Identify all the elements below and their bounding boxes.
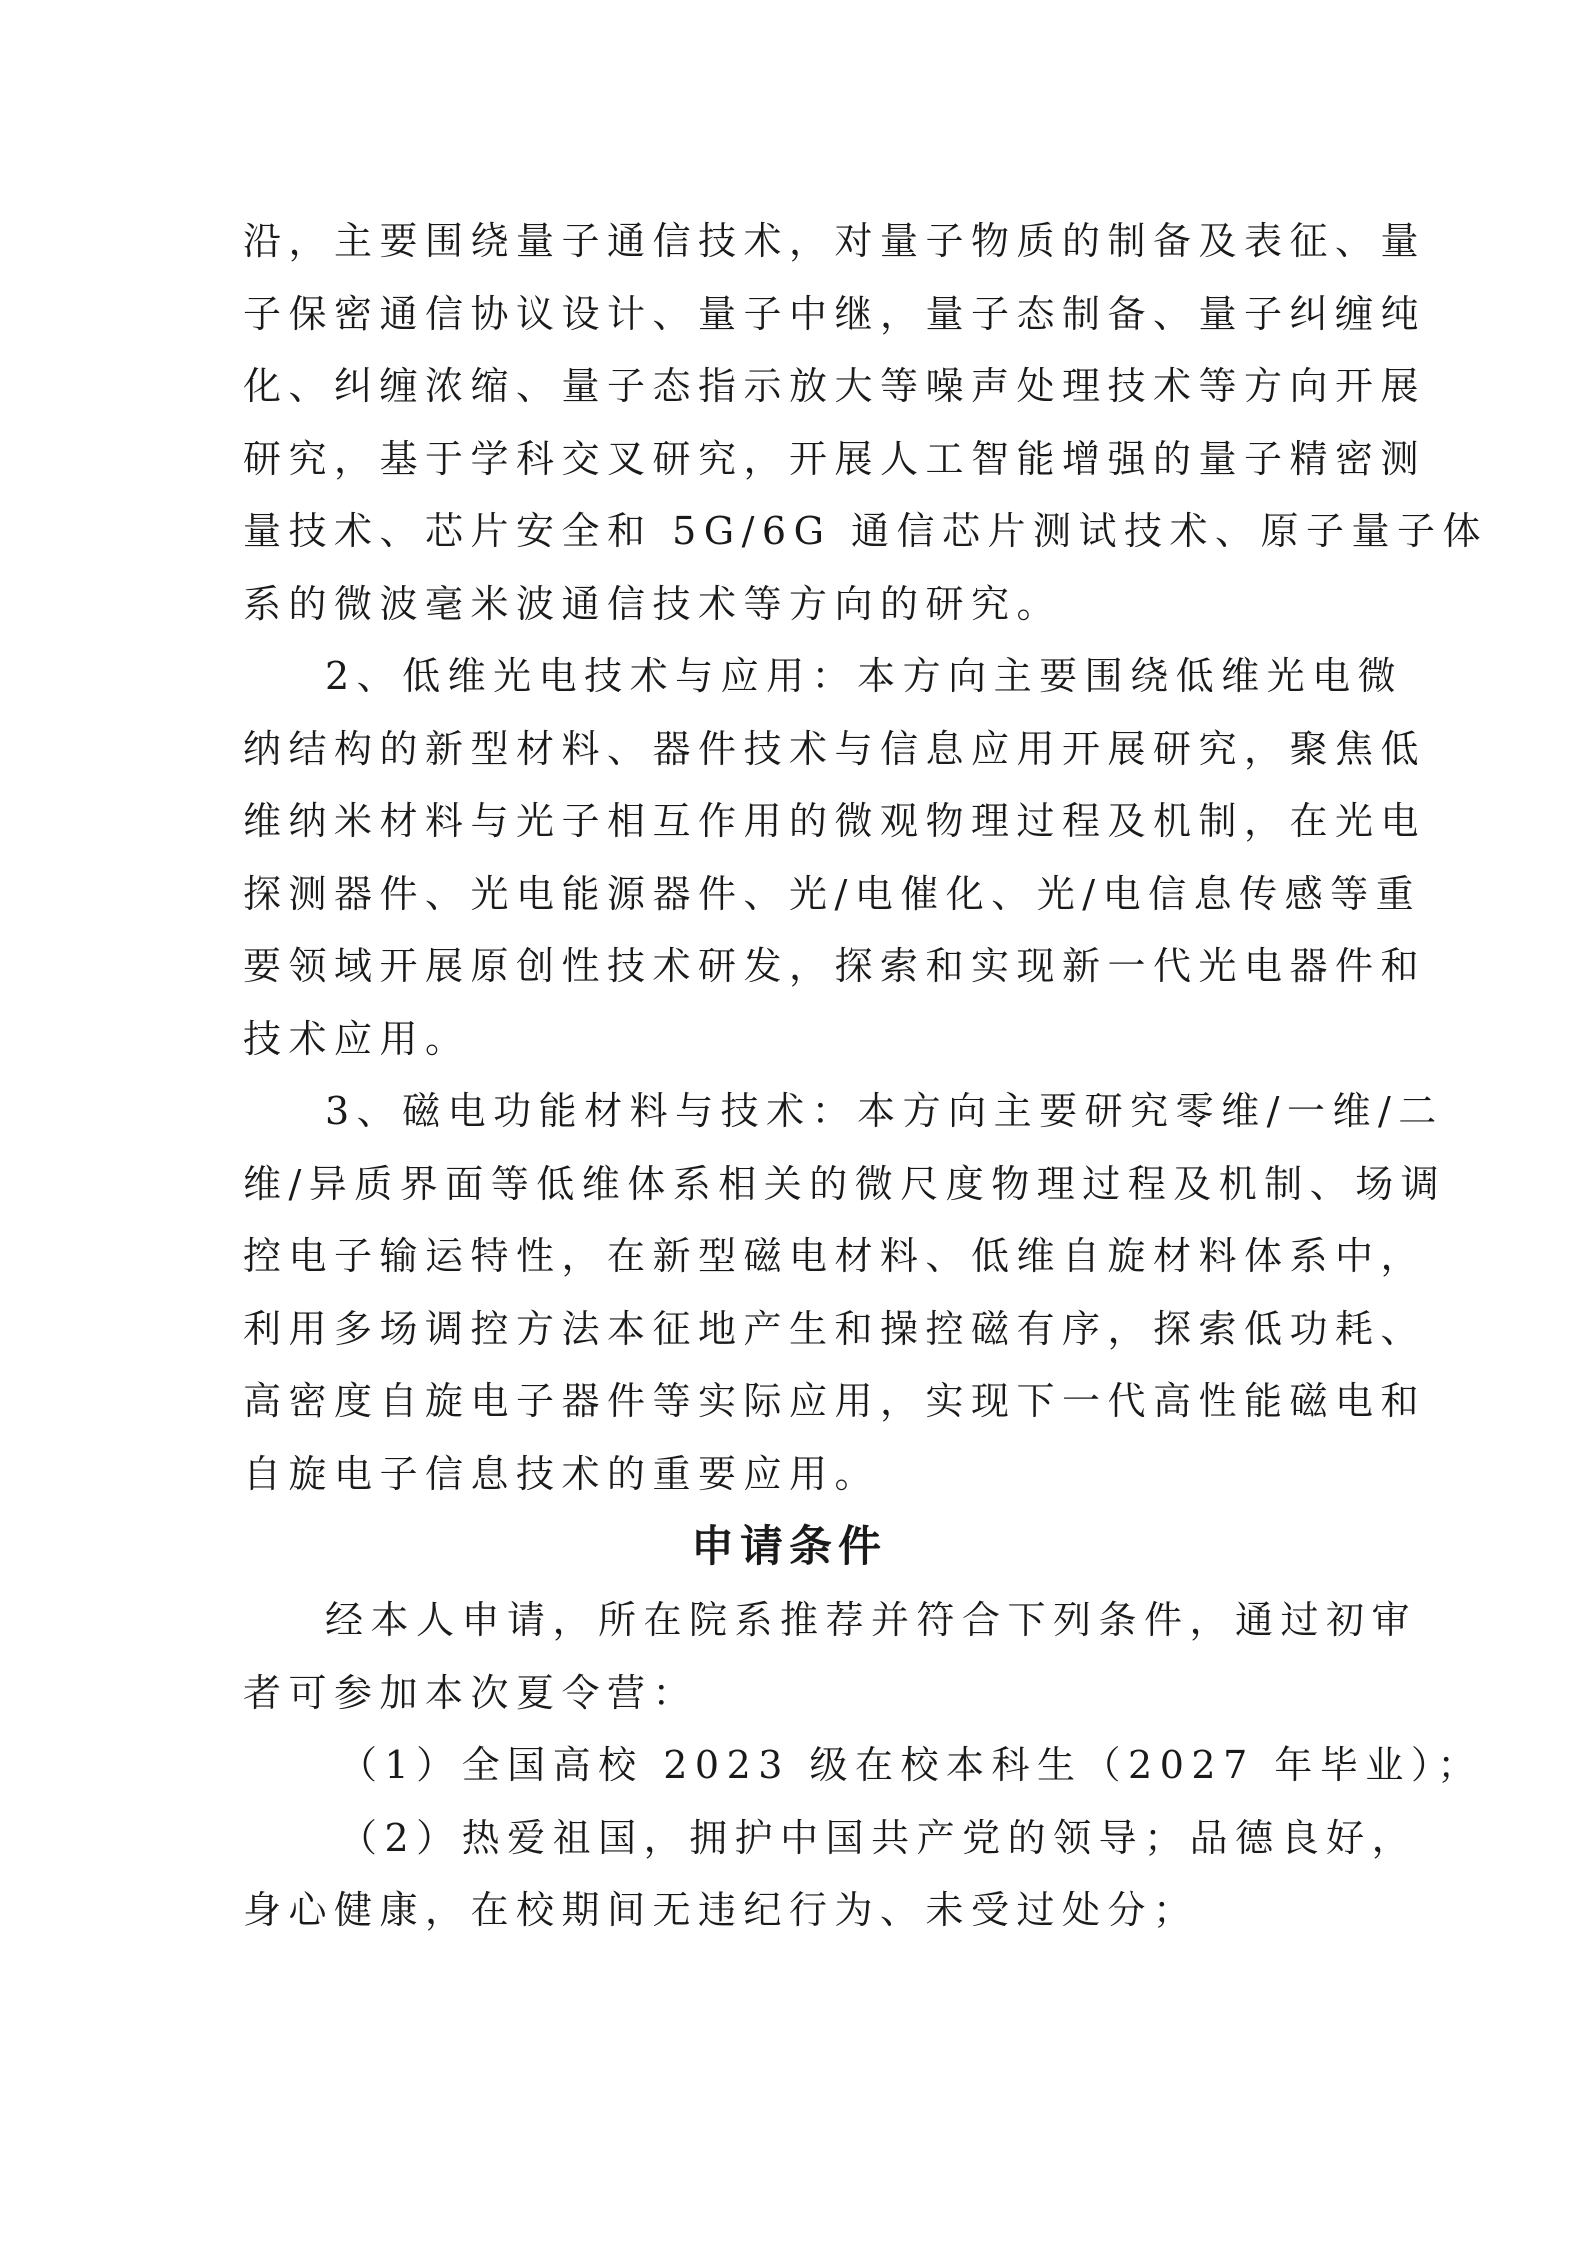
paragraph-line: 者可参加本次夏令营： — [243, 1670, 699, 1715]
paragraph-line: 控电子输运特性，在新型磁电材料、低维自旋材料体系中， — [243, 1234, 1427, 1278]
paragraph-line: 纳结构的新型材料、器件技术与信息应用开展研究，聚焦低 — [243, 726, 1427, 771]
paragraph-line: 系的微波毫米波通信技术等方向的研究。 — [243, 581, 1063, 626]
paragraph-low-dimensional-optoelectronics — [243, 640, 1427, 1075]
paragraph-line: 经本人申请，所在院系推荐并符合下列条件，通过初审 — [325, 1598, 1418, 1642]
paragraph-line: 要领域开展原创性技术研发，探索和实现新一代光电器件和 — [243, 944, 1427, 988]
paragraph-line: 自旋电子信息技术的重要应用。 — [243, 1451, 881, 1496]
paragraph-line: 维纳米材料与光子相互作用的微观物理过程及机制，在光电 — [243, 799, 1427, 843]
paragraph-quantum-communication — [243, 205, 1489, 640]
paragraph-line: 化、纠缠浓缩、量子态指示放大等噪声处理技术等方向开展 — [243, 364, 1427, 408]
paragraph-line: 技术应用。 — [243, 1016, 471, 1061]
paragraph-line: 维/异质界面等低维体系相关的微尺度物理过程及机制、场调 — [243, 1161, 1447, 1206]
paragraph-line: 量技术、芯片安全和 5G/6G 通信芯片测试技术、原子量子体 — [243, 509, 1489, 553]
paragraph-application-intro — [243, 1584, 1418, 1729]
paragraph-line: 研究，基于学科交叉研究，开展人工智能增强的量子精密测 — [243, 436, 1427, 481]
condition-item-1: （1）全国高校 2023 级在校本科生（2027 年毕业）； — [339, 1743, 1483, 1787]
paragraph-line: 3、磁电功能材料与技术：本方向主要研究零维/一维/二 — [325, 1089, 1444, 1133]
paragraph-line: 子保密通信协议设计、量子中继，量子态制备、量子纠缠纯 — [243, 291, 1427, 336]
condition-item-2-continuation: 身心健康，在校期间无违纪行为、未受过处分； — [243, 1888, 1199, 1932]
paragraph-line: 高密度自旋电子器件等实际应用，实现下一代高性能磁电和 — [243, 1379, 1427, 1423]
section-heading-application-conditions: 申请条件 — [691, 1522, 887, 1572]
conditions-list — [243, 1729, 1483, 1947]
paragraph-line: 探测器件、光电能源器件、光/电催化、光/电信息传感等重 — [243, 871, 1422, 916]
document-page — [243, 205, 1489, 1947]
condition-item-2: （2）热爱祖国，拥护中国共产党的领导；品德良好， — [339, 1815, 1418, 1860]
paragraph-line: 2、低维光电技术与应用：本方向主要围绕低维光电微 — [325, 654, 1404, 698]
paragraph-line: 利用多场调控方法本征地产生和操控磁有序，探索低功耗、 — [243, 1306, 1427, 1351]
paragraph-magnetoelectric-materials — [243, 1075, 1447, 1510]
paragraph-line: 沿，主要围绕量子通信技术，对量子物质的制备及表征、量 — [243, 219, 1427, 263]
